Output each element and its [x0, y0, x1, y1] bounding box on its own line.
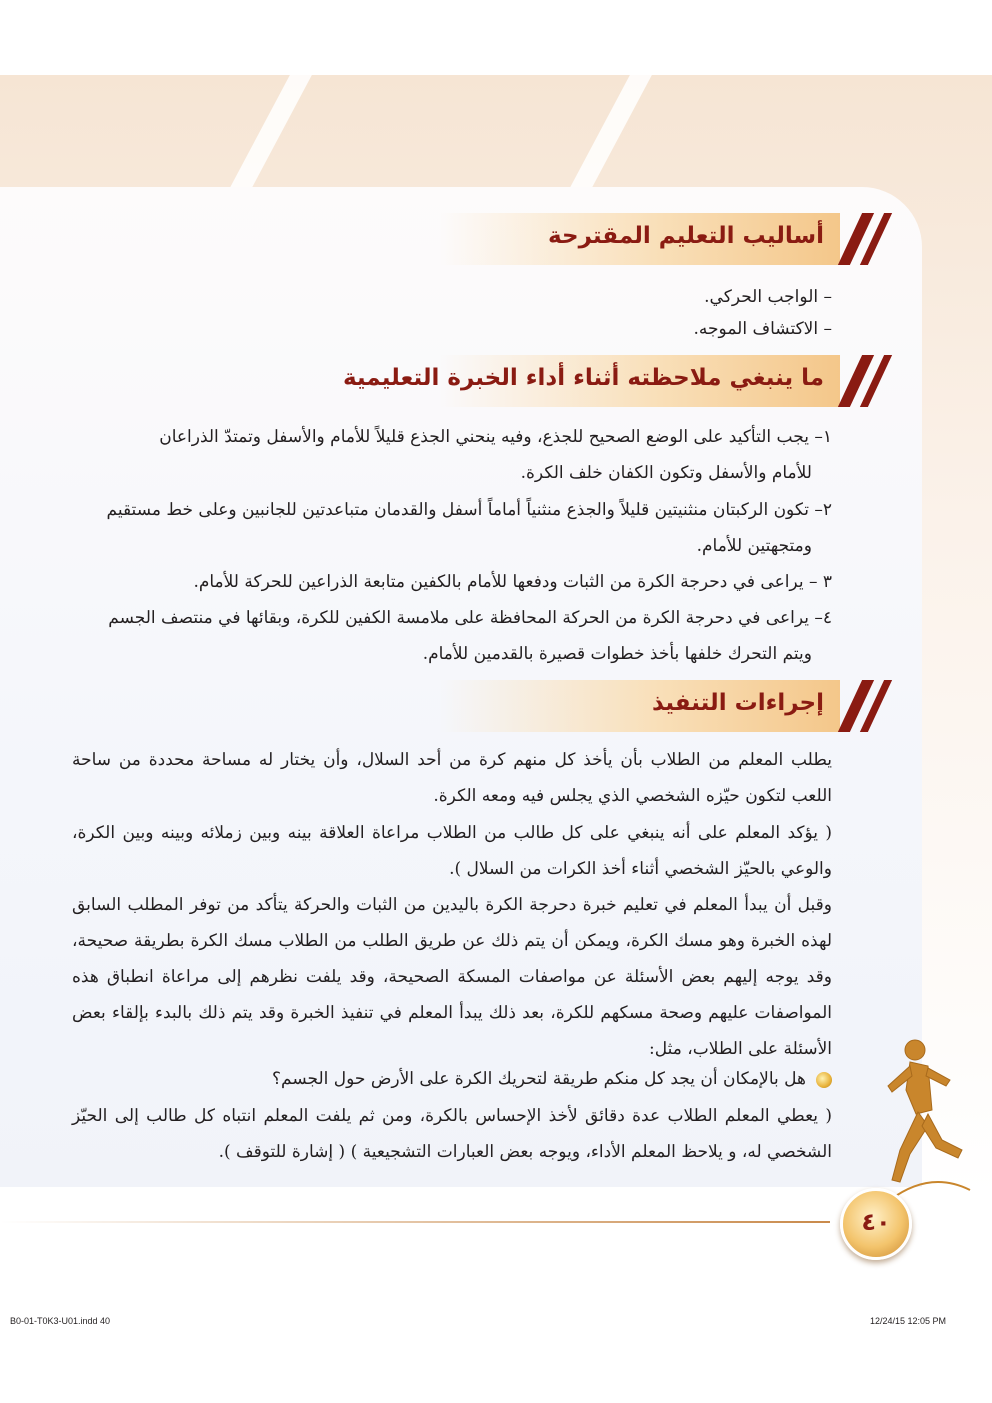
list-item: – الواجب الحركي.: [704, 287, 832, 307]
list-item: – الاكتشاف الموجه.: [693, 319, 832, 339]
numbered-item-4: ٤– يراعى في دحرجة الكرة من الحركة المحافظة على ملامسة الكفين للكرة، وبقائها في منتصف الجسم ويتم التحرك خلفها بأخذ خطوات قصيرة بالقدمين للأمام.: [108, 608, 832, 664]
section-heading-observations: [342, 355, 840, 407]
numbered-item-2: ٢– تكون الركبتان منثنيتين قليلاً والجذع منثنياً أماماً أسفل والقدمان متباعدتين للجانبين وعلى خط مستقيم ومتجهتين للأمام.: [106, 500, 832, 556]
divider: [0, 1221, 830, 1223]
bullet-circle-icon: [816, 1072, 832, 1088]
section-title: إجراءات التنفيذ: [652, 690, 824, 716]
page-number: ٤٠: [861, 1208, 891, 1236]
paragraph: ( يؤكد المعلم على أنه ينبغي على كل طالب من الطلاب مراعاة العلاقة بينه وبين زملائه وبينه وبين الكرة، والوعي بالحيّز الشخصي أثناء أخذ الكرات من السلال ).: [72, 823, 832, 879]
section-title: ما ينبغي ملاحظته أثناء أداء الخبرة التعليمية: [342, 365, 824, 391]
footer-timestamp: 12/24/15 12:05 PM: [870, 1316, 947, 1326]
paragraph: وقبل أن يبدأ المعلم في تعليم خبرة دحرجة الكرة باليدين من الثبات والحركة يتأكد من توفر المطلب السابق لهذه الخبرة وهو مسك الكرة، ويمكن أن يتم ذلك عن طريق الطلب من الطلاب مسك الكرة بطريقة صحيحة، وقد يوجه إليهم بعض الأسئلة عن مواصفات المسكة الصحيحة، وقد يلفت نظرهم إلى مراعاة انطباق هذه المواصفات عليهم وصحة مسكهم للكرة، بعد ذلك يبدأ المعلم في تنفيذ الخبرة وقد يتم ذلك بالبدء بإلقاء بعض الأسئلة على الطلاب، مثل:: [72, 895, 832, 1059]
section-heading-procedures: [440, 680, 840, 732]
runner-illustration-icon: [870, 1030, 980, 1210]
numbered-item-3: ٣ – يراعى في دحرجة الكرة من الثبات ودفعها للأمام بالكفين متابعة الذراعين للحركة للأمام.: [193, 572, 832, 592]
paragraph-closing: ( يعطي المعلم الطلاب عدة دقائق لأخذ الإحساس بالكرة، ومن ثم يلفت المعلم انتباه كل طالب إلى الحيّز الشخصي له، و يلاحظ المعلم الأداء، ويوجه بعض العبارات التشجيعية ) ( إشارة للتوقف ).: [72, 1106, 832, 1162]
section-title: أساليب التعليم المقترحة: [548, 223, 824, 249]
footer-file: B0-01-T0K3-U01.indd 40: [10, 1316, 111, 1326]
page-number-badge: [840, 1188, 912, 1260]
paragraph: يطلب المعلم من الطلاب بأن يأخذ كل منهم كرة من أحد السلال، وأن يختار له مساحة محددة من ساحة اللعب لتكون حيّزه الشخصي الذي يجلس فيه ومعه الكرة.: [72, 750, 832, 806]
numbered-item-1: ١– يجب التأكيد على الوضع الصحيح للجذع، وفيه ينحني الجذع قليلاً للأمام والأسفل وتمتدّ الذراعان للأمام والأسفل وتكون الكفان خلف الكرة.: [159, 427, 832, 483]
question-text: هل بالإمكان أن يجد كل منكم طريقة لتحريك الكرة على الأرض حول الجسم؟: [272, 1069, 806, 1089]
section-heading-methods: [440, 213, 840, 265]
question-line: [72, 1062, 832, 1096]
